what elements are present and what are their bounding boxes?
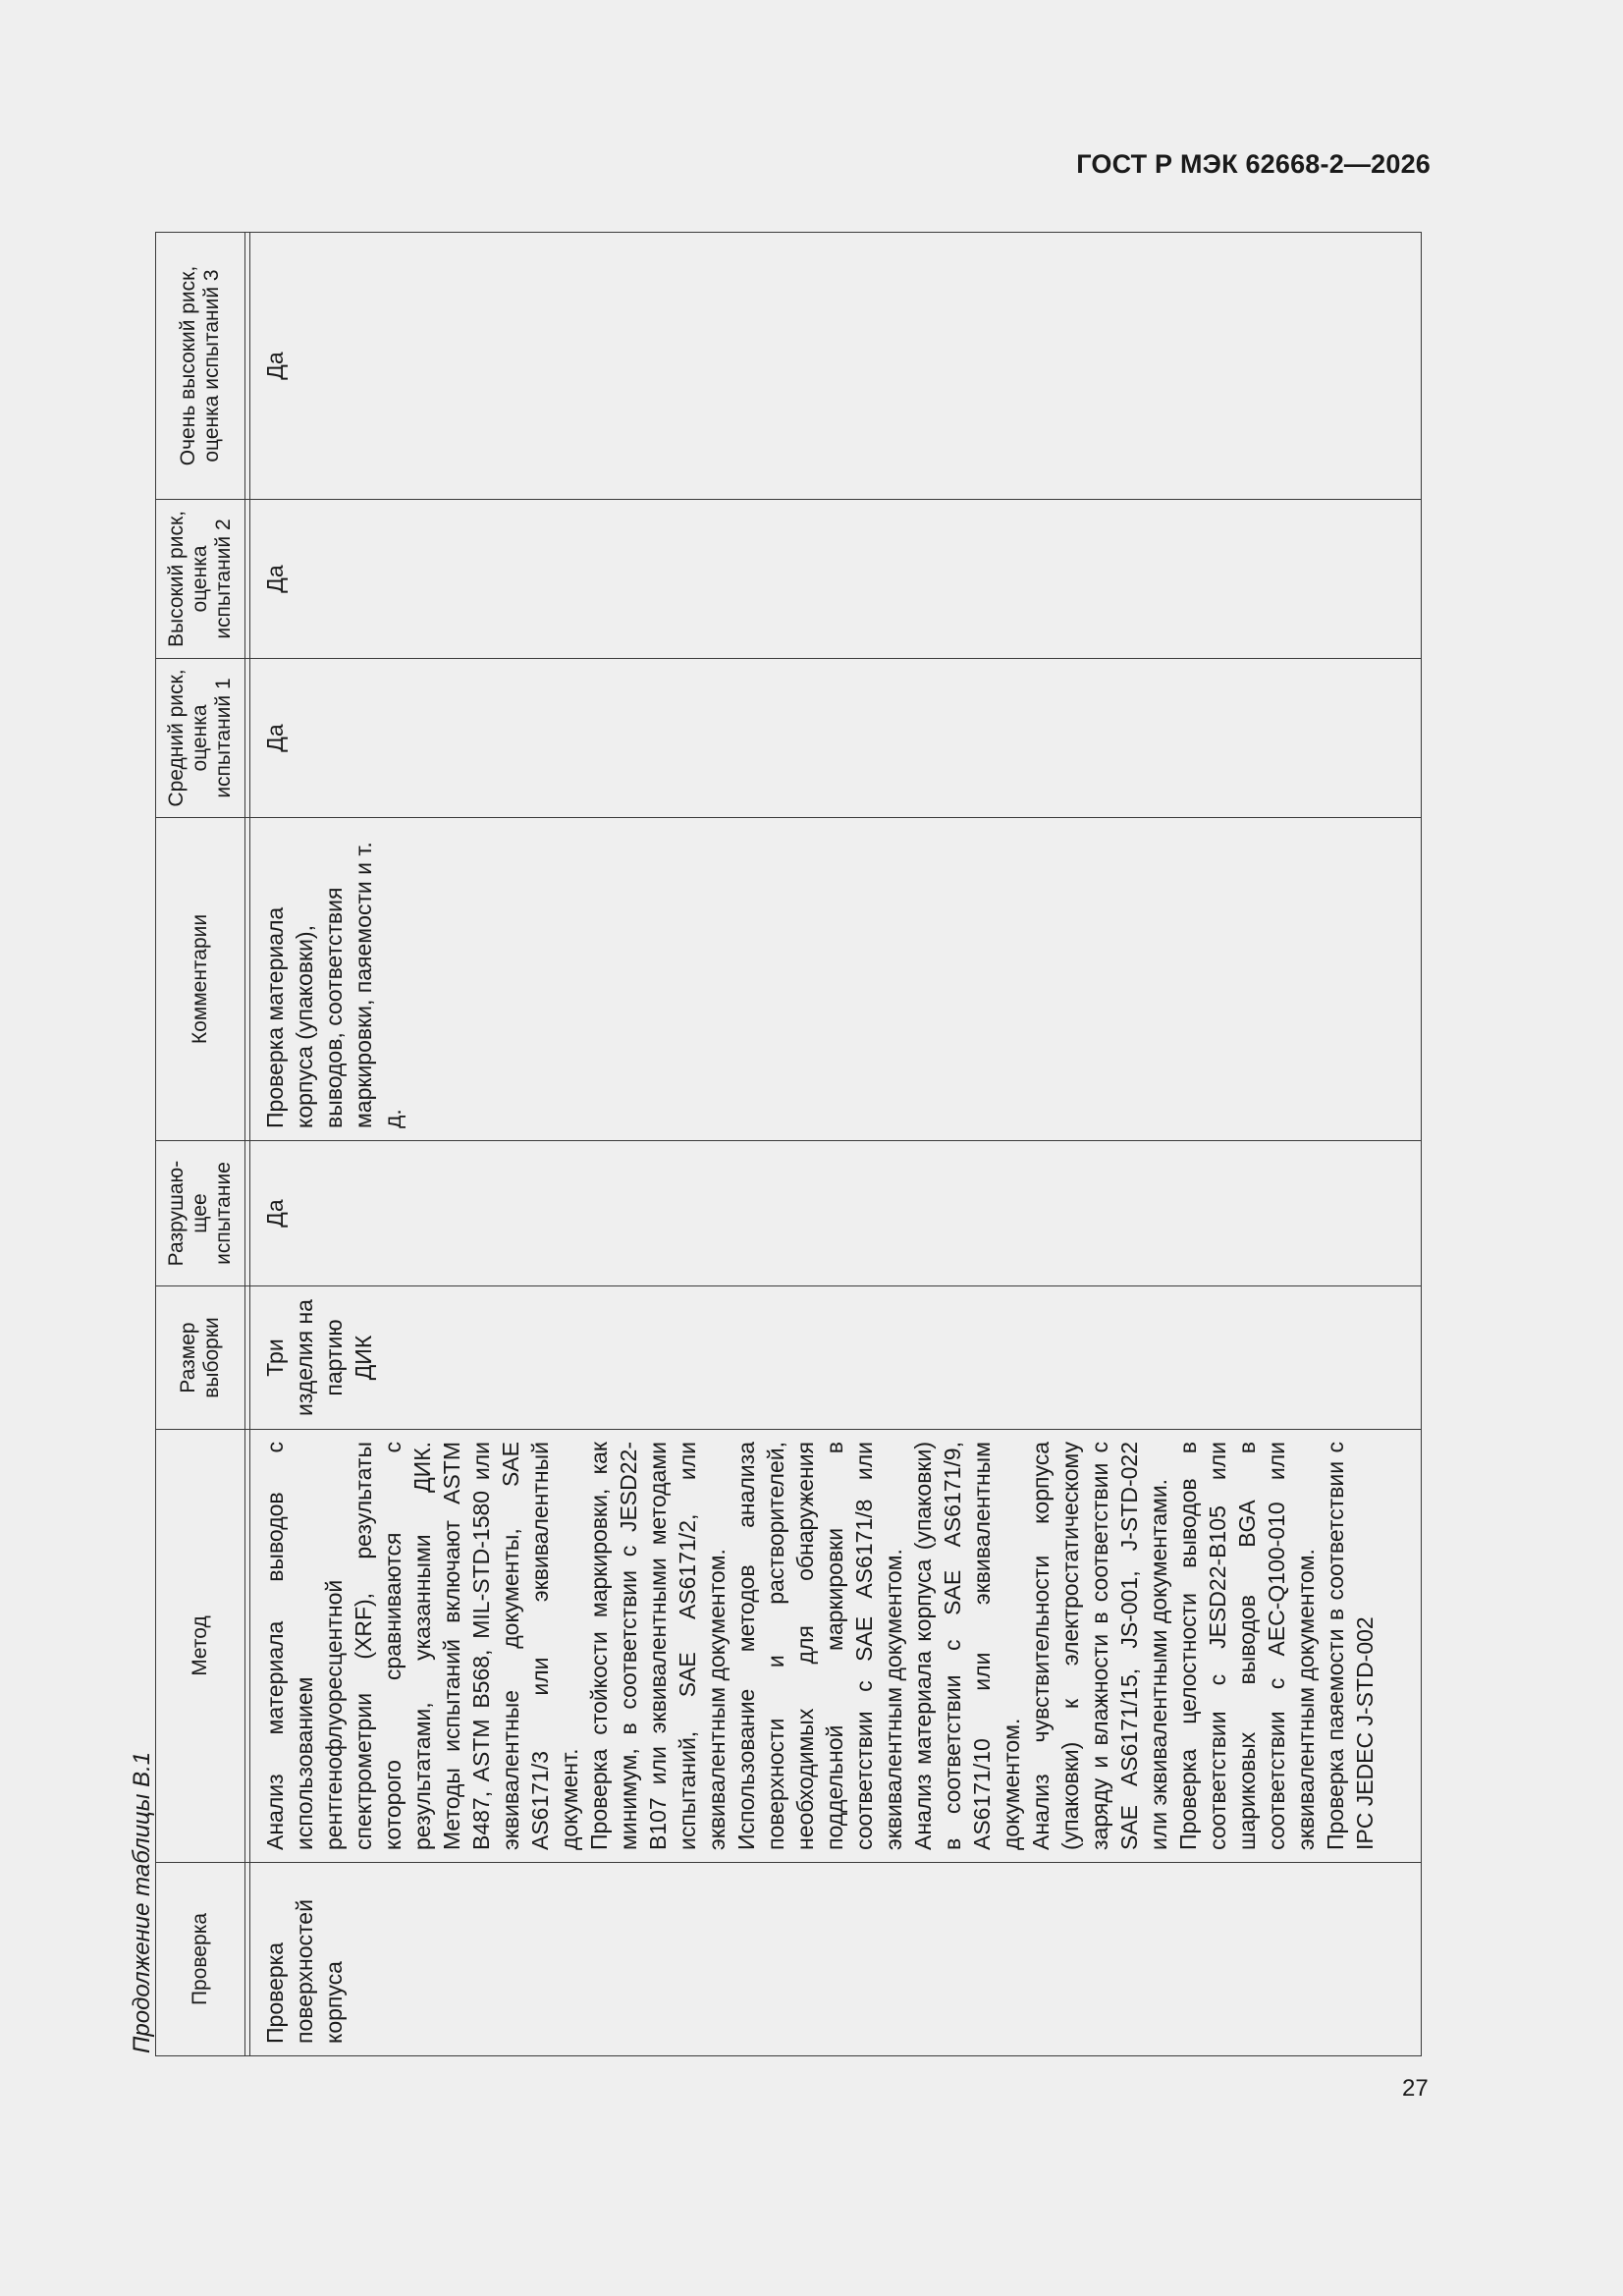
method-paragraph: Анализ материала корпуса (упаковки) в соответствии с SAE AS6171/9, AS6171/10 или эквивалентным документом. (910, 1442, 1024, 1850)
cell-risk-3: Да (250, 233, 1422, 500)
method-paragraph: Проверка паяемости в соответствии с IPC JEDEC J-STD-002 (1323, 1442, 1378, 1850)
column-header-check: Проверка (156, 1863, 245, 2056)
table-row (250, 233, 1422, 2056)
method-paragraph: Проверка стойкости маркировки, как минимум, в соответствии с JESD22-B107 или эквивалентными методами испытаний, SAE AS6171/2, или эквивалентным документом. (586, 1442, 730, 1850)
column-header-destructive: Разрушаю-щее испытание (156, 1141, 245, 1286)
table-caption: Продолжение таблицы В.1 (129, 1751, 155, 2053)
cell-method (250, 1430, 1422, 1863)
cell-risk-2: Да (250, 500, 1422, 659)
column-header-method: Метод (156, 1430, 245, 1863)
method-paragraph: Анализ чувствительности корпуса (упаковки) к электростатическому заряду и влажности в соответствии с SAE AS6171/15, JS-001, J-STD-022 или эквивалентными документами. (1028, 1442, 1171, 1850)
rotated-table (155, 233, 1422, 2056)
column-header-risk-3: Очень высокий риск, оценка испытаний 3 (156, 233, 245, 500)
page-number: 27 (1402, 2075, 1429, 2102)
table-header-row (156, 233, 245, 2056)
method-paragraph: Анализ материала выводов с использованием рентгенофлуоресцентной спектрометрии (XRF), результаты которого сравниваются с результатами, указанными ДИК. Методы испытаний включают ASTM B487, ASTM B568, MIL-STD-1580 или эквивалентные документы, SAE AS6171/3 или эквивалентный документ. (262, 1442, 582, 1850)
column-header-risk-2: Высокий риск, оценка испытаний 2 (156, 500, 245, 659)
document-code: ГОСТ Р МЭК 62668-2—2026 (1076, 149, 1431, 179)
cell-comments: Проверка материала корпуса (упаковки), выводов, соответствия маркировки, паяемости и т. д. (250, 818, 1422, 1141)
cell-sample-size: Три изделия на партию ДИК (250, 1286, 1422, 1430)
test-methods-table (155, 232, 1422, 2056)
cell-check: Проверка поверхностей корпуса (250, 1863, 1422, 2056)
column-header-sample-size: Размер выборки (156, 1286, 245, 1430)
cell-risk-1: Да (250, 659, 1422, 818)
cell-destructive: Да (250, 1141, 1422, 1286)
column-header-risk-1: Средний риск, оценка испытаний 1 (156, 659, 245, 818)
method-paragraph: Проверка целостности выводов в соответствии с JESD22-B105 или шариковых выводов BGA в соответствии с AEC-Q100-010 или эквивалентным документом. (1175, 1442, 1319, 1850)
column-header-comments: Комментарии (156, 818, 245, 1141)
method-paragraph: Использование методов анализа поверхности и растворителей, необходимых для обнаружения поддельной маркировки в соответствии с SAE AS6171/8 или эквивалентным документом. (733, 1442, 906, 1850)
